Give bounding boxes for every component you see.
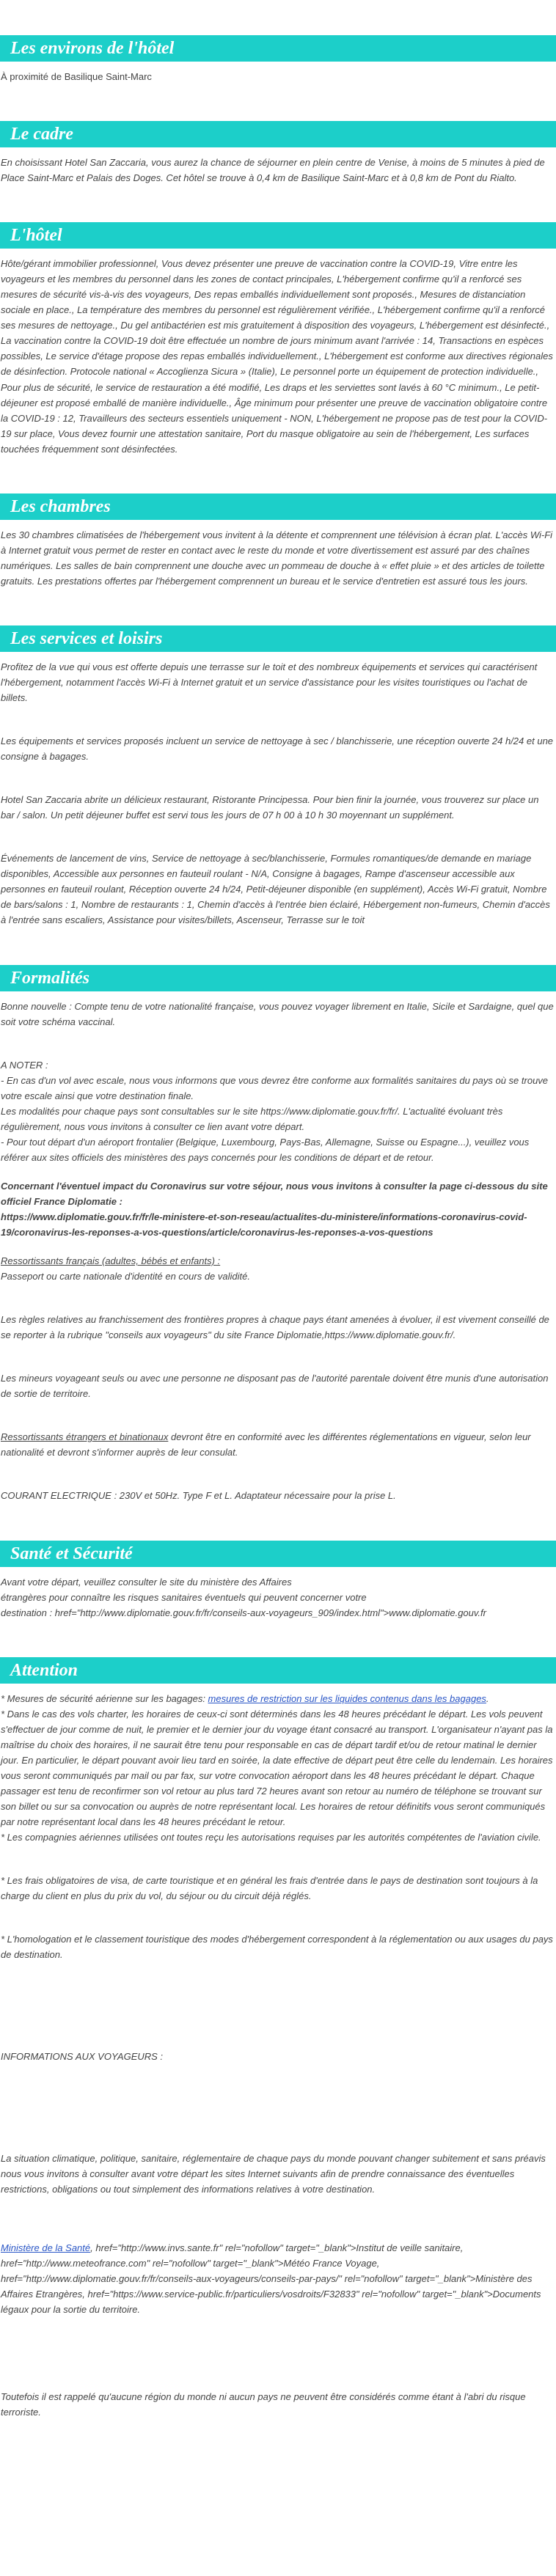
nota-title: A NOTER : xyxy=(1,1059,48,1071)
attention-item: * L'homologation et le classement touristique des modes d'hébergement correspondent à la réglementation ou aux usages du pays de destination. xyxy=(1,1934,553,1961)
section-title-formalites: Formalités xyxy=(0,965,556,991)
sante-line: Avant votre départ, veuillez consulter le site du ministère des Affaires xyxy=(1,1576,292,1588)
section-chambres xyxy=(0,493,556,589)
hotel-text: Hôte/gérant immobilier professionnel, Vous devez présenter une preuve de vaccination contre la COVID-19, Vitre entre les voyageurs et les membres du personnel dans les zones de contact principales, L'hébergement confirme qu'il a renforcé ses mesures de sécurité vis-à-vis des voyageurs, Des repas emballés individuellement sont proposés., Mesures de distanciation sociale en place., La température des membres du personnel est régulièrement vérifiée., L'hébergement confirme qu'il a renforcé ses mesures de nettoyage., Du gel antibactérien est mis gratuitement à disposition des voyageurs, L'hébergement est désinfecté., La vaccination contre la COVID-19 doit être effectuée un nombre de jours minimum avant l'arrivée : 14, Transactions en espèces possibles, Le service d'étage propose des repas emballés individuellement., L'hébergement est conforme aux directives régionales de désinfection. Protocole national « Accoglienza Sicura » (Italie), Le personnel porte un équipement de protection individuelle., Pour plus de sécurité, le service de restauration a été modifié, Les draps et les serviettes sont lavés à 60 °C minimum., Le petit-déjeuner est proposé emballé de manière individuelle., Âge minimum pour présenter une preuve de vaccination obligatoire contre la COVID-19 : 12, Travailleurs des secteurs essentiels uniquement - NON, L'hébergement ne propose pas de test pour la COVID-19 sur place, Vous devez fournir une attestation sanitaire, Port du masque obligatoire au sein de l'hébergement, Les surfaces touchées fréquemment sont désinfectées. xyxy=(1,258,553,455)
nota-item: - En cas d'un vol avec escale, nous vous informons que vous devrez être conforme aux formalités sanitaires du pays où se trouve votre escale ainsi que votre destination finale. xyxy=(1,1074,549,1101)
section-cadre xyxy=(0,121,556,186)
section-title-sante: Santé et Sécurité xyxy=(0,1541,556,1567)
section-services xyxy=(0,625,556,928)
terrorism-notice: Toutefois il est rappelé qu'aucune région du monde ni aucun pays ne peuvent être considérés comme étant à l'abri du risque terroriste. xyxy=(1,2390,526,2418)
electric-current-text: COURANT ELECTRIQUE : 230V et 50Hz. Type F et L. Adaptateur nécessaire pour la prise L. xyxy=(1,1490,396,1502)
info-voyageurs-title: INFORMATIONS AUX VOYAGEURS : xyxy=(1,2051,164,2063)
environs-text: À proximité de Basilique Saint-Marc xyxy=(1,71,152,82)
section-hotel xyxy=(0,222,556,457)
ministere-sante-link[interactable]: Ministère de la Santé xyxy=(1,2242,91,2253)
coronavirus-url: https://www.diplomatie.gouv.fr/fr/le-ministere-et-son-reseau/actualites-du-ministere/informations-coronavirus-covid-19/coronavirus-les-reponses-a-vos-questions/article/coronavirus-les-reponses-a-vos-questions xyxy=(1,1211,527,1239)
section-title-hotel: L'hôtel xyxy=(0,222,556,249)
section-title-attention: Attention xyxy=(0,1657,556,1684)
section-formalites xyxy=(0,965,556,1504)
foreign-nationals-title: Ressortissants étrangers et binationaux xyxy=(1,1431,169,1443)
services-paragraph: Profitez de la vue qui vous est offerte depuis une terrasse sur le toit et des nombreux équipements et services qui caractérisent l'hébergement, notamment l'accès Wi-Fi à Internet gratuit et un service d'assistance pour les visites touristiques ou l'achat de billets. xyxy=(1,661,538,704)
section-environs xyxy=(0,35,556,84)
services-paragraph: Événements de lancement de vins, Service de nettoyage à sec/blanchisserie, Formules romantiques/de demande en mariage disponibles, Accessible aux personnes en fauteuil roulant - N/A, Consigne à bagages, Rampe d'ascenseur accessible aux personnes en fauteuil roulant, Réception ouverte 24 h/24, Petit-déjeuner disponible (en supplément), Accès Wi-Fi gratuit, Nombre de bars/salons : 1, Nombre de restaurants : 1, Chemin d'accès à l'entrée bien éclairé, Hébergement non-fumeurs, Chemin d'accès à l'entrée sans escaliers, Assistance pour visites/billets, Ascenseur, Terrasse sur le toit xyxy=(1,853,550,926)
foreign-nationals-text: devront être en conformité avec les différentes réglementations en vigueur, selon leur nationalité et devront s'informer auprès de leur consulat. xyxy=(1,1431,531,1458)
liquids-restriction-link[interactable]: mesures de restriction sur les liquides contenus dans les bagages xyxy=(208,1692,486,1704)
info-voyageurs-text: La situation climatique, politique, sanitaire, réglementaire de chaque pays du monde pouvant changer subitement et sans préavis xyxy=(1,2153,546,2165)
services-paragraph: Hotel San Zaccaria abrite un délicieux restaurant, Ristorante Principessa. Pour bien finir la journée, vous trouverez sur place un bar / salon. Un petit déjeuner buffet est servi tous les jours de 07 h 00 à 10 h 30 moyennant un supplément. xyxy=(1,794,539,821)
minors-text: Les mineurs voyageant seuls ou avec une personne ne disposant pas de l'autorité parentale doivent être munis d'une autorisation de sortie de territoire. xyxy=(1,1373,549,1400)
page xyxy=(0,35,556,2420)
attention-item-suffix: . xyxy=(486,1692,489,1704)
french-nationals-text: Passeport ou carte nationale d'identité en cours de validité. xyxy=(1,1271,250,1283)
info-voyageurs-text: nous vous invitons à consulter avant votre départ les sites Internet suivants afin de prendre connaissance des éventuelles restrictions, obligations ou tout simplement des informations relatives à votre destination. xyxy=(1,2168,515,2195)
attention-item: * Les frais obligatoires de visa, de carte touristique et en général les frais d'entrée dans le pays de destination sont toujours à la charge du client en plus du prix du vol, du séjour ou du circuit déjà réglés. xyxy=(1,1875,538,1902)
chambres-text: Les 30 chambres climatisées de l'hébergement vous invitent à la détente et comprennent une télévision à écran plat. L'accès Wi-Fi à Internet gratuit vous permet de rester en contact avec le reste du monde et votre divertissement est assuré par des chaînes numériques. Les salles de bain comprennent une douche avec un pommeau de douche à « effet pluie » et des articles de toilette gratuits. Les prestations offertes par l'hébergement comprennent un bureau et le service d'entretien est assuré tous les jours. xyxy=(1,529,553,587)
section-attention xyxy=(0,1657,556,2420)
section-title-chambres: Les chambres xyxy=(0,493,556,520)
attention-item: * Dans le cas des vols charter, les horaires de ceux-ci sont déterminés dans les 48 heures précédant le départ. Les vols peuvent s'effectuer de jour comme de nuit, le premier et le dernier jour du voyage étant consacré au transport. L'organisateur n'ayant pas la maîtrise du choix des horaires, il ne saurait être tenu pour responsable en cas de départ tardif et/ou de retour matinal le dernier jour. En particulier, le départ pouvant avoir lieu tard en soirée, la date effective de départ peut être celle du lendemain. Les horaires vous seront communiqués par mail ou par fax, sur votre convocation aéroport dans les 48 heures précédant le départ. Chaque passager est tenu de reconfirmer son vol retour au plus tard 72 heures avant son retour au numéro de téléphone se trouvant sur son billet ou sur sa convocation ou auprès de notre représentant local. Les horaires de retour définitifs vous seront communiqués par notre représentant local dans les 48 heures précédant le retour. xyxy=(1,1708,553,1828)
formalites-intro: Bonne nouvelle : Compte tenu de votre nationalité française, vous pouvez voyager librement en Italie, Sicile et Sardaigne, quel que soit votre schéma vaccinal. xyxy=(1,1000,554,1027)
nota-item: Les modalités pour chaque pays sont consultables sur le site https://www.diplomatie.gouv.fr/fr/. L'actualité évoluant très régulièrement, nous vous invitons à consulter ce lien avant votre départ. xyxy=(1,1105,503,1132)
sante-line: étrangères pour connaître les risques sanitaires éventuels qui peuvent concerner votre xyxy=(1,1591,367,1603)
services-paragraph: Les équipements et services proposés incluent un service de nettoyage à sec / blanchisserie, une réception ouverte 24 h/24 et une consigne à bagages. xyxy=(1,735,554,763)
section-title-services: Les services et loisirs xyxy=(0,625,556,652)
section-sante xyxy=(0,1541,556,1621)
border-rules-text: Les règles relatives au franchissement des frontières propres à chaque pays étant amenées à évoluer, il est vivement conseillé de se reporter à la rubrique "conseils aux voyageurs" du site France Diplomatie,https://www.diplomatie.gouv.fr/. xyxy=(1,1314,549,1341)
nota-item: - Pour tout départ d'un aéroport frontalier (Belgique, Luxembourg, Pays-Bas, Allemagne, Suisse ou Espagne...), veuillez vous référer aux sites officiels des ministères des pays concernés pour les conditions de départ et de retour. xyxy=(1,1136,530,1163)
official-links-text: , href="http://www.invs.sante.fr" rel="nofollow" target="_blank">Institut de veille sanitaire, href="http://www.meteofrance.com" rel="nofollow" target="_blank">Météo France Voyage, href="http://www.diplomatie.gouv.fr/fr/conseils-aux-voyageurs/conseils-par-pays/" rel="nofollow" target="_blank">Ministère des Affaires Etrangères, href="https://www.service-public.fr/particuliers/vosdroits/F32833" rel="nofollow" target="_blank">Documents légaux pour la sortie du territoire. xyxy=(1,2242,541,2315)
attention-item-prefix: * Mesures de sécurité aérienne sur les bagages: xyxy=(1,1692,208,1704)
coronavirus-notice: Concernant l'éventuel impact du Coronavirus sur votre séjour, nous vous invitons à consulter la page ci-dessous du site officiel France Diplomatie : xyxy=(1,1180,548,1207)
cadre-text: En choisissant Hotel San Zaccaria, vous aurez la chance de séjourner en plein centre de Venise, à moins de 5 minutes à pied de Place Saint-Marc et Palais des Doges. Cet hôtel se trouve à 0,4 km de Basilique Saint-Marc et à 0,8 km de Pont du Rialto. xyxy=(1,157,545,184)
section-title-environs: Les environs de l'hôtel xyxy=(0,35,556,62)
french-nationals-title: Ressortissants français (adultes, bébés et enfants) : xyxy=(1,1255,221,1267)
attention-item: * Les compagnies aériennes utilisées ont toutes reçu les autorisations requises par les autorités compétentes de l'aviation civile. xyxy=(1,1832,541,1843)
sante-line: destination : href="http://www.diplomatie.gouv.fr/fr/conseils-aux-voyageurs_909/index.html">www.diplomatie.gouv.fr xyxy=(1,1607,486,1618)
section-title-cadre: Le cadre xyxy=(0,121,556,147)
